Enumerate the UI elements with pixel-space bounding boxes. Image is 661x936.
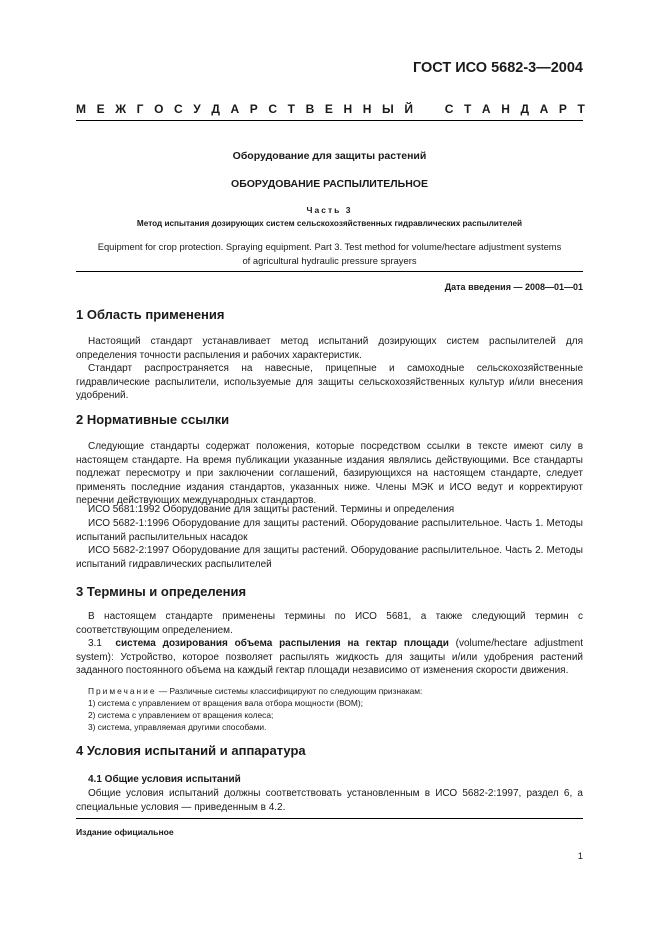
banner-letter: Е [96, 102, 105, 116]
definition-3-1 [76, 637, 583, 678]
note-item-3: 3) система, управляемая другими способами. [88, 722, 267, 732]
interstate-standard-banner [76, 102, 585, 116]
header-rule [76, 120, 583, 121]
note-item-2: 2) система с управлением от вращения колеса; [88, 710, 274, 720]
banner-letter: А [481, 102, 491, 116]
banner-letter: Н [343, 102, 353, 116]
reference-iso-5682-2: ИСО 5682-2:1997 Оборудование для защиты растений. Оборудование распылительное. Часть 2. Методы испытаний гидравлических распылителей [76, 545, 583, 570]
banner-letter: С [268, 102, 278, 116]
banner-letter: Ж [115, 102, 127, 116]
official-edition-label: Издание официальное [76, 827, 174, 837]
banner-letter: Й [404, 102, 413, 116]
note-label: Примечание [88, 686, 157, 696]
banner-letter: Т [287, 102, 295, 116]
definition-term: система дозирования объема распыления на гектар площади [115, 638, 449, 649]
banner-letter: О [154, 102, 164, 116]
title-english-line2: of agricultural hydraulic pressure sprayers [242, 254, 417, 266]
banner-letter: Н [362, 102, 372, 116]
title-english [76, 240, 583, 267]
section-1-paragraph-1: Настоящий стандарт устанавливает метод испытаний дозирующих систем распылителей для определения точности распыления и рабочих характеристик. [76, 336, 583, 361]
banner-letter: У [193, 102, 201, 116]
banner-letter: А [230, 102, 240, 116]
banner-letter: Н [501, 102, 510, 116]
title-main: ОБОРУДОВАНИЕ РАСПЫЛИТЕЛЬНОЕ [231, 178, 428, 190]
title-category: Оборудование для защиты растений [232, 150, 427, 162]
banner-letter: Г [136, 102, 144, 116]
banner-letter: С [444, 102, 454, 116]
subsection-4-1-heading: 4.1 Общие условия испытаний [88, 774, 241, 785]
section-1-paragraph-2: Стандарт распространяется на навесные, прицепные и самоходные сельскохозяйственные гидравлические распылители, используемые для защиты сельскохозяйственных культур и/или внесения удобрений. [76, 363, 583, 401]
banner-letter: С [174, 102, 183, 116]
standard-number: ГОСТ ИСО 5682-3—2004 [412, 60, 583, 76]
banner-letter: Д [520, 102, 530, 116]
banner-letter: Е [324, 102, 333, 116]
banner-letter: Д [211, 102, 220, 116]
note-text: — Различные системы классифицируют по следующим признакам: [156, 686, 423, 696]
title-subtitle: Метод испытания дозирующих систем сельскохозяйственных гидравлических распылителей [136, 219, 523, 228]
banner-letter: Т [463, 102, 472, 116]
effective-date: Дата введения — 2008—01—01 [444, 282, 583, 292]
section-4-heading: 4 Условия испытаний и аппаратура [76, 743, 306, 758]
definition-text: (volume/hectare adjustment system): Устройство, которое позволяет распылять жидкость для защиты и/или удобрения растений заданного постоянного объема на каждый гектар площади независимо от изменения скорости движения. [76, 638, 583, 676]
definition-number: 3.1 [88, 638, 102, 649]
reference-iso-5681: ИСО 5681:1992 Оборудование для защиты растений. Термины и определения [88, 504, 455, 515]
banner-letter: А [539, 102, 549, 116]
title-part: Часть 3 [306, 205, 353, 215]
banner-letter: В [305, 102, 315, 116]
section-2-paragraph-1: Следующие стандарты содержат положения, которые посредством ссылки в тексте имеют силу в настоящем стандарте. На время публикации указанные издания являлись действующими. Все стандарты подлежат пересмотру и при заключении соглашений, базирующихся на настоящем стандарте, следует применять последние издания стандартов, указанных ниже. Члены МЭК и ИСО ведут и корректируют перечни действующих международных стандартов. [76, 441, 583, 506]
banner-letter: М [76, 102, 86, 116]
page-number: 1 [577, 851, 583, 862]
note-item-1: 1) система с управлением от вращения вала отбора мощности (ВОМ); [88, 698, 363, 708]
section-1-heading: 1 Область применения [76, 307, 225, 322]
banner-letter: Р [558, 102, 567, 116]
banner-letter: Ы [381, 102, 394, 116]
note-block [76, 685, 583, 697]
banner-letter: Р [249, 102, 258, 116]
title-english-line1: Equipment for crop protection. Spraying equipment. Part 3. Test method for volume/hectare adjustment systems [97, 241, 562, 252]
subsection-4-1-paragraph: Общие условия испытаний должны соответствовать установленным в ИСО 5682-2:1997, раздел 6, а специальные условия — приведенным в 4.2. [76, 788, 583, 813]
title-rule [76, 271, 583, 272]
section-2-heading: 2 Нормативные ссылки [76, 412, 230, 427]
section-3-paragraph-1: В настоящем стандарте применены термины по ИСО 5681, а также следующий термин с соответствующим определением. [76, 611, 583, 636]
reference-iso-5682-1: ИСО 5682-1:1996 Оборудование для защиты растений. Оборудование распылительное. Часть 1. Методы испытаний распылительных насадок [76, 518, 583, 543]
section-3-heading: 3 Термины и определения [76, 584, 247, 599]
banner-letter: Т [577, 102, 585, 116]
footer-rule [76, 818, 583, 819]
